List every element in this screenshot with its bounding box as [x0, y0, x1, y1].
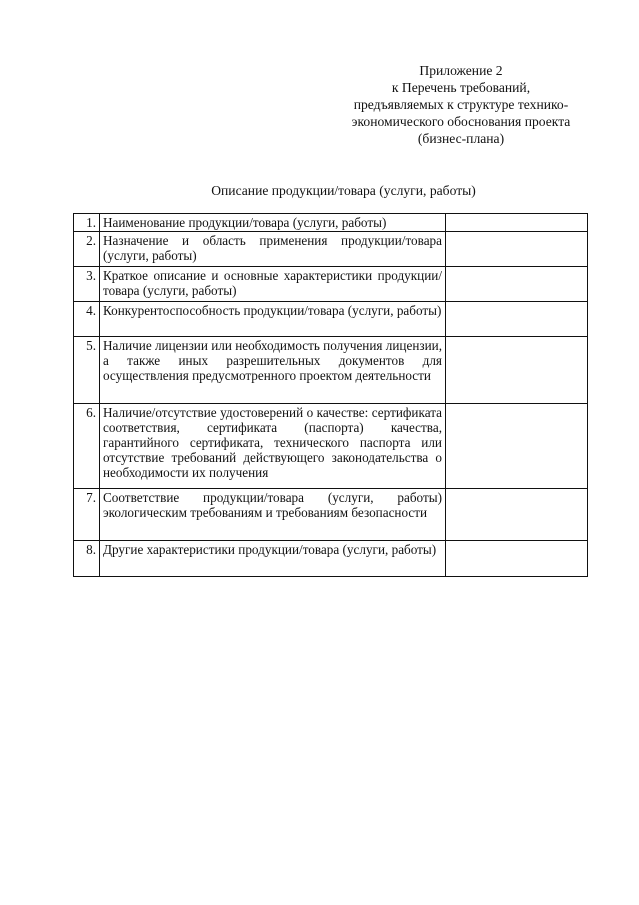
requirements-table [73, 213, 588, 577]
appendix-header [330, 62, 592, 147]
appendix-header-line: предъявляемых к структуре технико- [353, 97, 569, 112]
row-number: 5. [74, 337, 100, 404]
table-row [74, 232, 588, 267]
table-row [74, 404, 588, 489]
row-description: Краткое описание и основные характеристики продукции/товара (услуги, работы) [100, 267, 446, 302]
row-description: Наличие/отсутствие удостоверений о качестве: сертификата соответствия, сертификата (паспорта) качества, гарантийного сертификата, технического паспорта или отсутствие требований действующего законодательства о необходимости их получения [100, 404, 446, 489]
row-description: Соответствие продукции/товара (услуги, работы) экологическим требованиям и требованиям безопасности [100, 489, 446, 541]
row-number: 4. [74, 302, 100, 337]
table-row [74, 214, 588, 232]
row-number: 3. [74, 267, 100, 302]
table-row [74, 337, 588, 404]
row-value-cell [446, 267, 588, 302]
row-description: Конкурентоспособность продукции/товара (услуги, работы) [100, 302, 446, 337]
table-row [74, 541, 588, 577]
row-value-cell [446, 337, 588, 404]
row-value-cell [446, 302, 588, 337]
row-number: 2. [74, 232, 100, 267]
table-row [74, 489, 588, 541]
row-value-cell [446, 541, 588, 577]
row-number: 1. [74, 214, 100, 232]
appendix-header-line: экономического обоснования проекта [351, 114, 571, 129]
row-value-cell [446, 404, 588, 489]
row-description-text: Назначение и область применения продукции/товара (услуги, работы) [103, 233, 442, 263]
row-number: 8. [74, 541, 100, 577]
row-number: 7. [74, 489, 100, 541]
table-row [74, 267, 588, 302]
appendix-header-line: к Перечень требований, [391, 80, 531, 95]
appendix-header-line: (бизнес-плана) [417, 131, 505, 146]
row-description [100, 232, 446, 267]
row-description: Другие характеристики продукции/товара (услуги, работы) [100, 541, 446, 577]
row-description: Наличие лицензии или необходимость получения лицензии, а также иных разрешительных документов для осуществления предусмотренного проектом деятельности [100, 337, 446, 404]
row-number: 6. [74, 404, 100, 489]
row-value-cell [446, 214, 588, 232]
appendix-header-line: Приложение 2 [419, 63, 503, 78]
table-row [74, 302, 588, 337]
row-description: Наименование продукции/товара (услуги, работы) [100, 214, 446, 232]
row-value-cell [446, 232, 588, 267]
row-value-cell [446, 489, 588, 541]
document-title: Описание продукции/товара (услуги, работы) [211, 183, 476, 198]
